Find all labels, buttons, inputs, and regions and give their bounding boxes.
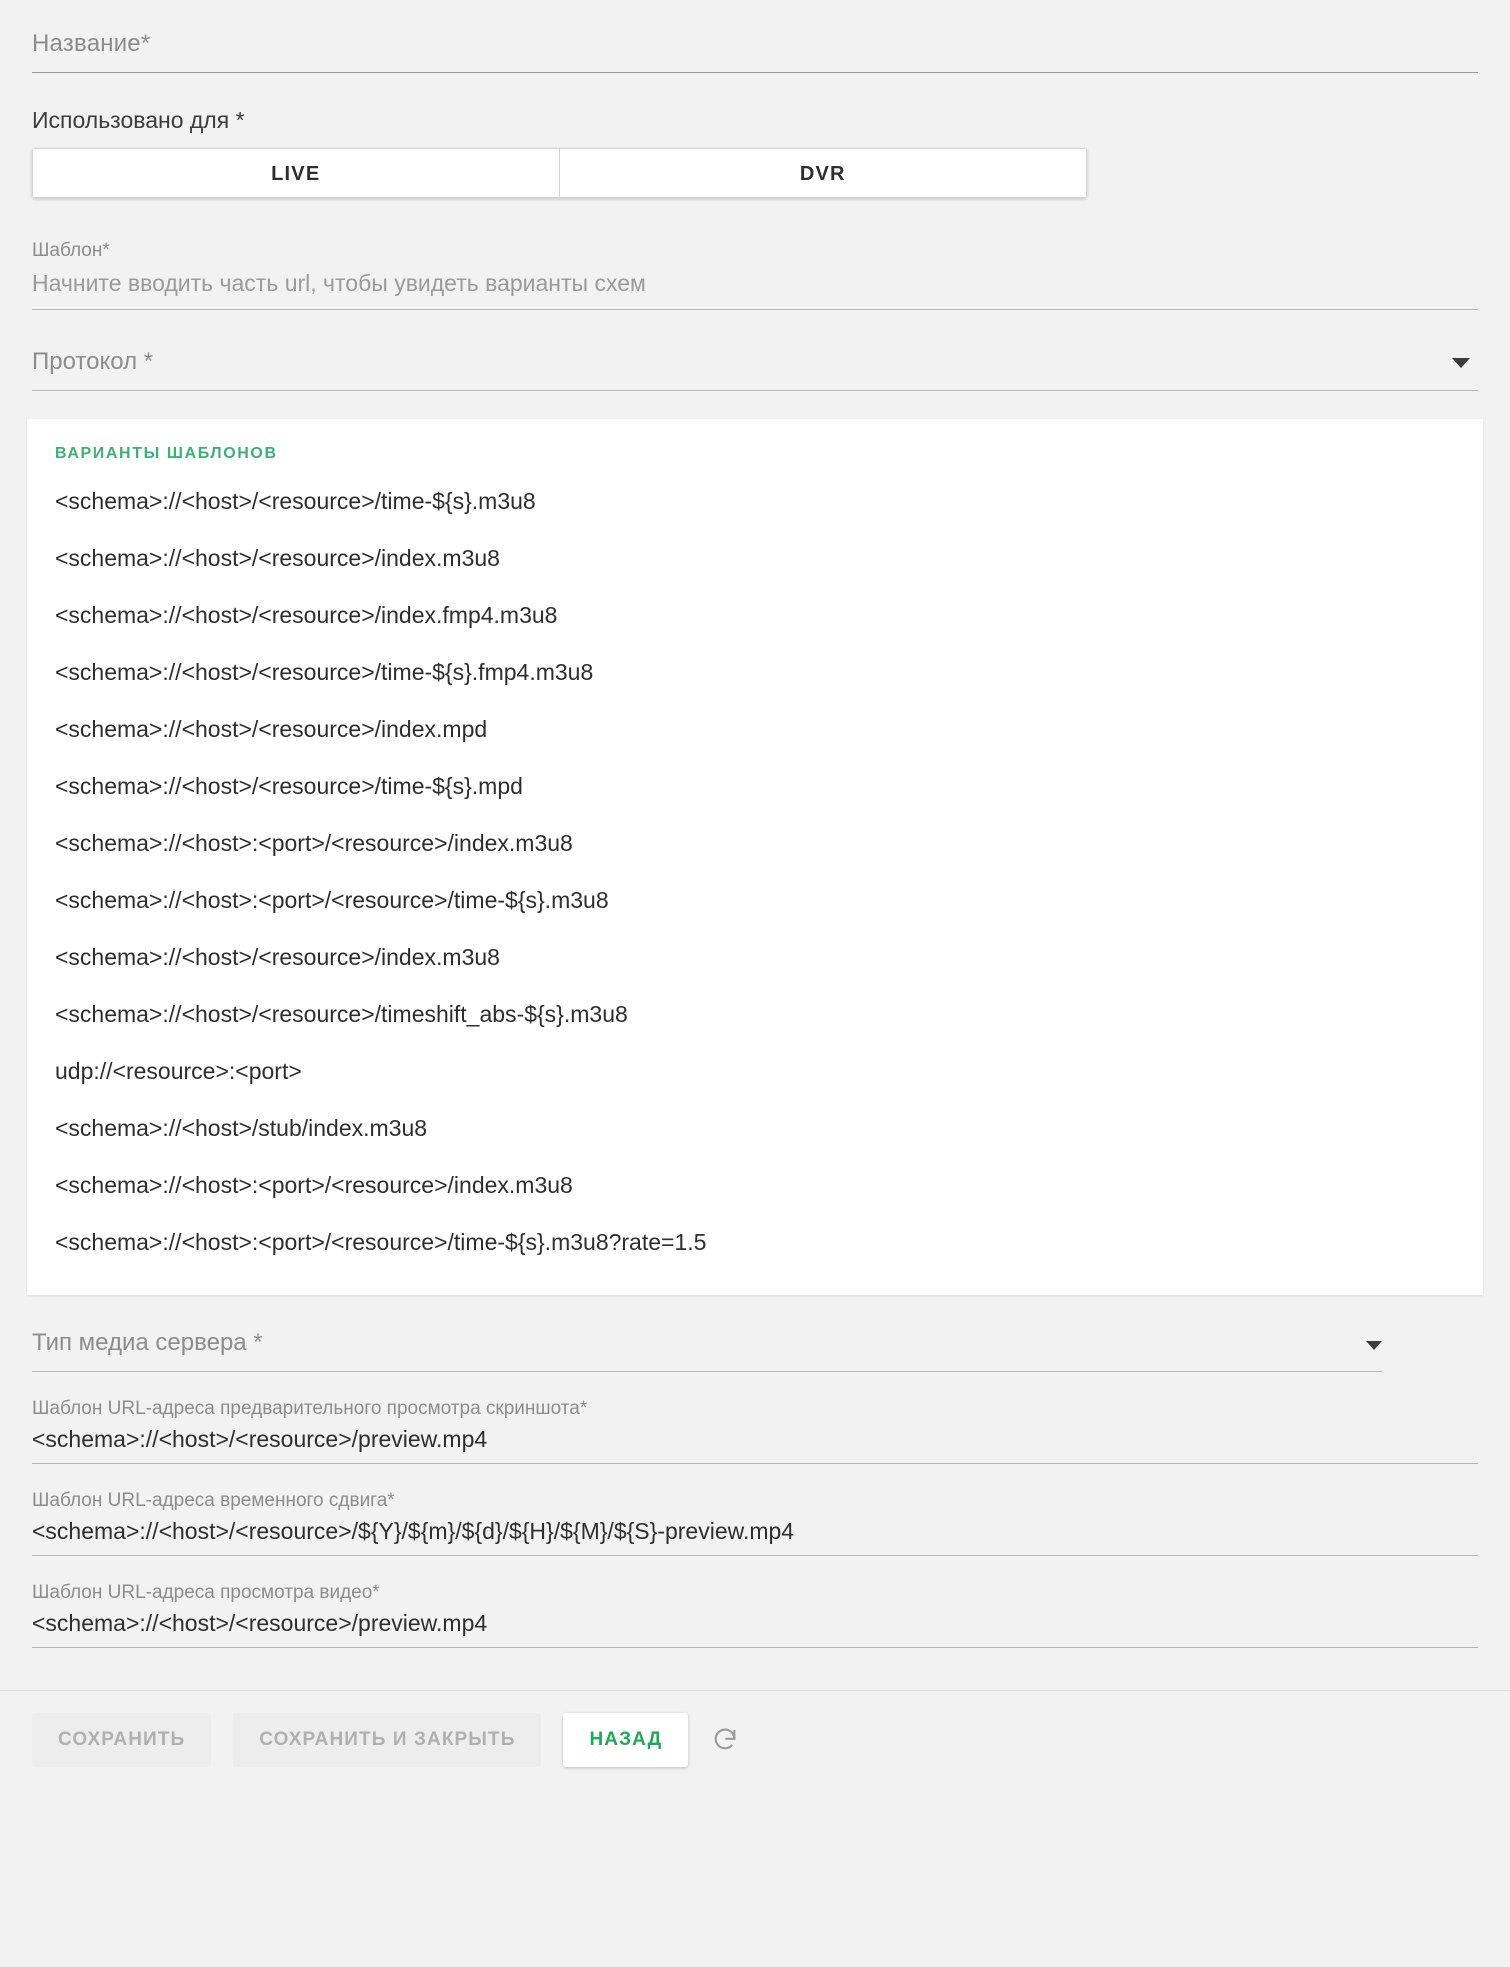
list-item[interactable]: <schema>://<host>:<port>/<resource>/index.m3u8 [55, 830, 573, 856]
screenshot-preview-url-value[interactable]: <schema>://<host>/<resource>/preview.mp4 [32, 1426, 488, 1452]
list-item[interactable]: <schema>://<host>/<resource>/timeshift_abs-${s}.m3u8 [55, 1001, 628, 1027]
refresh-icon[interactable] [710, 1725, 740, 1755]
name-field[interactable] [32, 0, 1478, 73]
video-preview-url-underline [32, 1647, 1478, 1648]
list-item[interactable]: <schema>://<host>:<port>/<resource>/time-${s}.m3u8?rate=1.5 [55, 1229, 707, 1255]
list-item[interactable]: <schema>://<host>/<resource>/index.m3u8 [55, 944, 500, 970]
save-and-close-button[interactable]: СОХРАНИТЬ И ЗАКРЫТЬ [233, 1713, 541, 1767]
video-preview-url-value[interactable]: <schema>://<host>/<resource>/preview.mp4 [32, 1610, 488, 1636]
used-for-toggle-group[interactable] [32, 148, 1087, 198]
list-item[interactable]: <schema>://<host>/stub/index.m3u8 [55, 1115, 428, 1141]
protocol-select-label: Протокол * [32, 348, 154, 375]
template-field-underline [32, 309, 1478, 310]
template-field[interactable] [32, 240, 1478, 310]
used-for-option-dvr[interactable]: DVR [560, 148, 1088, 198]
list-item[interactable]: udp://<resource>:<port> [55, 1058, 302, 1084]
list-item[interactable]: <schema>://<host>/<resource>/index.mpd [55, 716, 488, 742]
screenshot-preview-url-label: Шаблон URL-адреса предварительного просмотра скриншота* [32, 1398, 588, 1419]
chevron-down-icon[interactable] [1452, 358, 1470, 368]
list-item[interactable]: <schema>://<host>:<port>/<resource>/index.m3u8 [55, 1172, 573, 1198]
back-button[interactable]: НАЗАД [563, 1713, 688, 1767]
protocol-select[interactable] [32, 348, 1478, 391]
list-item[interactable]: <schema>://<host>/<resource>/time-${s}.mpd [55, 773, 523, 799]
list-item[interactable]: <schema>://<host>:<port>/<resource>/time-${s}.m3u8 [55, 887, 609, 913]
list-item[interactable]: <schema>://<host>/<resource>/time-${s}.m3u8 [55, 488, 536, 514]
list-item[interactable]: <schema>://<host>/<resource>/time-${s}.fmp4.m3u8 [55, 659, 594, 685]
media-server-type-underline [32, 1371, 1382, 1372]
screenshot-preview-url-field[interactable] [32, 1398, 1478, 1464]
used-for-option-live[interactable]: LIVE [32, 148, 560, 198]
used-for-group [32, 107, 1478, 198]
form-footer [0, 1690, 1510, 1793]
template-input[interactable]: Начните вводить часть url, чтобы увидеть варианты схем [32, 270, 646, 296]
name-field-underline [32, 72, 1478, 73]
timeshift-url-field[interactable] [32, 1490, 1478, 1556]
timeshift-url-value[interactable]: <schema>://<host>/<resource>/${Y}/${m}/${d}/${H}/${M}/${S}-preview.mp4 [32, 1518, 795, 1544]
chevron-down-icon[interactable] [1366, 1341, 1382, 1350]
suggestions-title: ВАРИАНТЫ ШАБЛОНОВ [55, 445, 278, 462]
template-field-label: Шаблон* [32, 240, 110, 261]
video-preview-url-field[interactable] [32, 1582, 1478, 1648]
protocol-select-underline [32, 390, 1478, 391]
timeshift-url-underline [32, 1555, 1478, 1556]
media-server-type-select[interactable] [32, 1329, 1382, 1372]
screenshot-preview-url-underline [32, 1463, 1478, 1464]
video-preview-url-label: Шаблон URL-адреса просмотра видео* [32, 1582, 380, 1603]
list-item[interactable]: <schema>://<host>/<resource>/index.m3u8 [55, 545, 500, 571]
used-for-label: Использовано для * [32, 107, 245, 133]
name-field-label: Название* [32, 30, 151, 57]
save-button[interactable]: СОХРАНИТЬ [32, 1713, 211, 1767]
media-server-type-label: Тип медиа сервера * [32, 1329, 263, 1356]
template-suggestions-panel [27, 419, 1483, 1295]
list-item[interactable]: <schema>://<host>/<resource>/index.fmp4.m3u8 [55, 602, 558, 628]
timeshift-url-label: Шаблон URL-адреса временного сдвига* [32, 1490, 395, 1511]
